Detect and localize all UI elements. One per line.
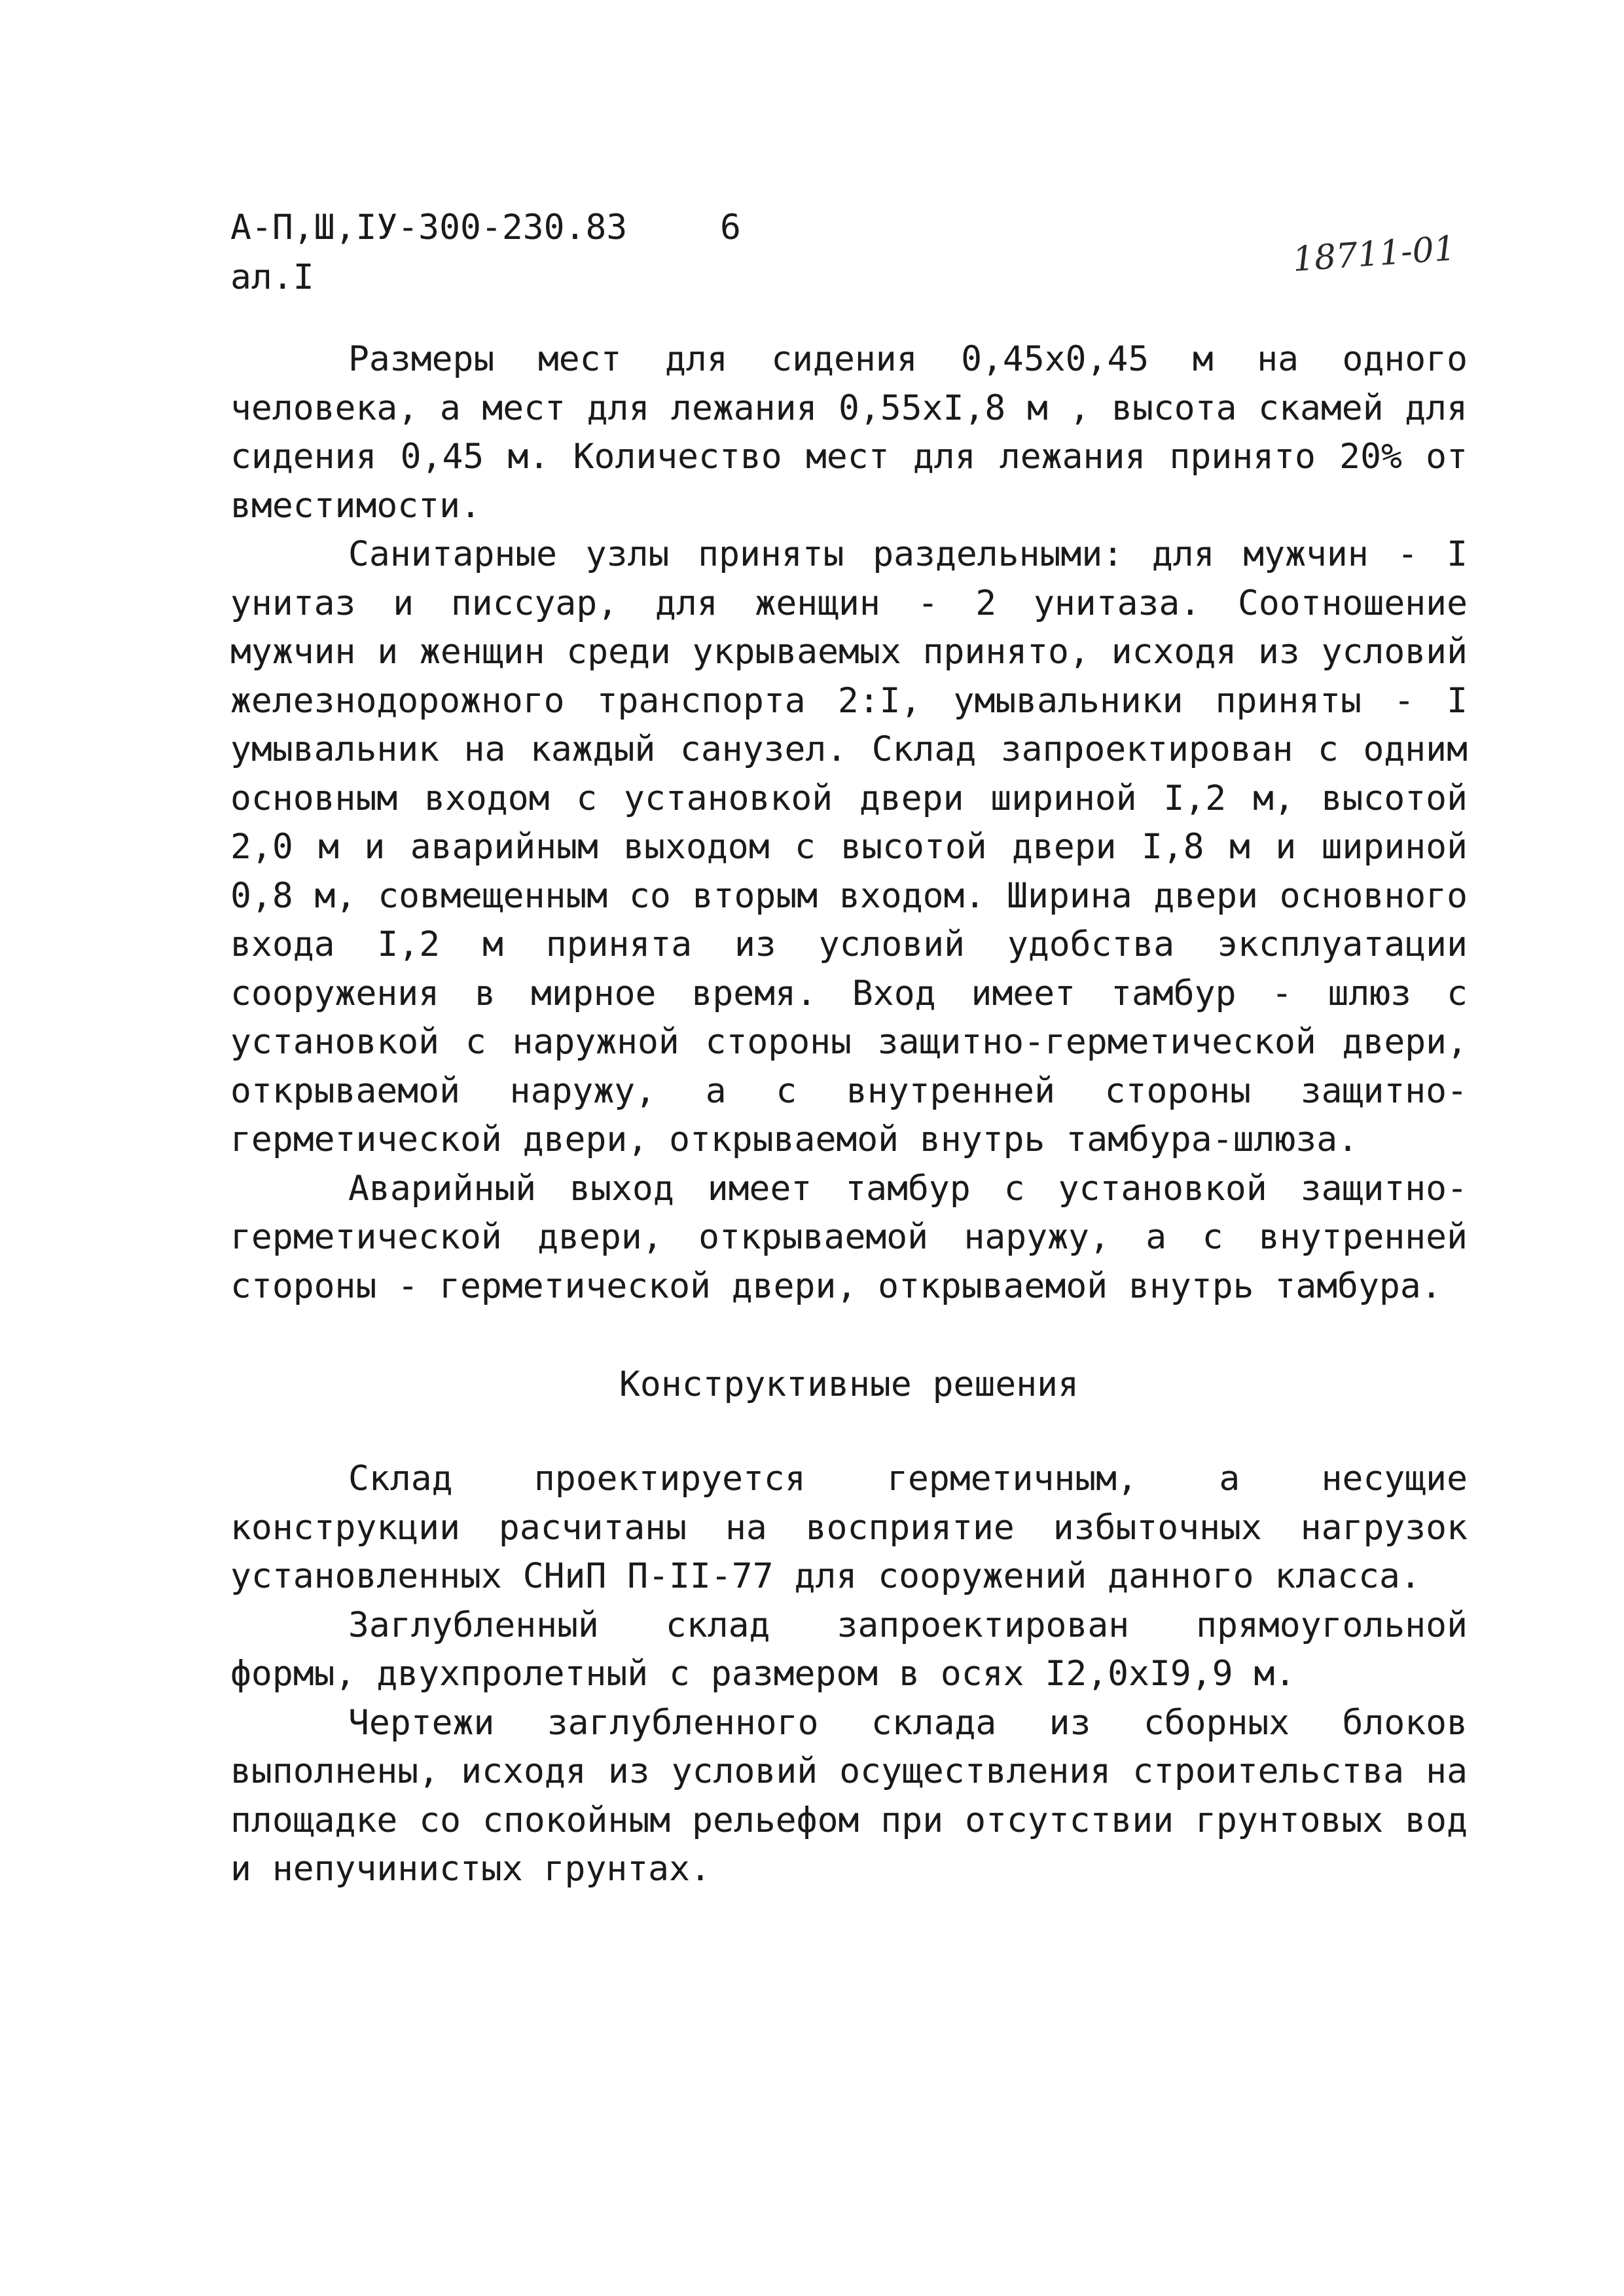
- handwritten-inventory-number: 18711-01: [1291, 228, 1457, 280]
- section-title-structural: Конструктивные решения: [619, 1364, 1079, 1404]
- album-label: ал.I: [230, 257, 314, 297]
- structural-text: [230, 1455, 1468, 1894]
- paragraph-seat-sizes: Размеры мест для сидения 0,45х0,45 м на одного человека, а мест для лежания 0,55хI,8 м , высота скамей для сидения 0,45 м. Количество мест для лежания принято 20% от вместимости.: [230, 339, 1468, 526]
- paragraph-emergency-exit: Аварийный выход имеет тамбур с установкой защитно-герметической двери, открываемой наружу, а с внутренней стороны - герметической двери, открываемой внутрь тамбура.: [230, 1168, 1468, 1306]
- sheet-number: 6: [720, 208, 741, 247]
- paragraph-shape-dimensions: Заглубленный склад запроектирован прямоугольной формы, двухпролетный с размером в осях I2,0хI9,9 м.: [230, 1605, 1468, 1694]
- paragraph-hermetic-design: Склад проектируется герметичным, а несущие конструкции расчитаны на восприятие избыточных нагрузок установленных СНиП П-II-77 для сооружений данного класса.: [230, 1459, 1468, 1596]
- paragraph-sanitary-and-entrances: Санитарные узлы приняты раздельными: для мужчин - I унитаз и писсуар, для женщин - 2 унитаза. Соотношение мужчин и женщин среди укрываемых принято, исходя из условий железнодорожного транспорта 2:I, умывальники приняты - I умывальник на каждый санузел. Склад запроектирован с одним основным входом с установкой двери шириной I,2 м, высотой 2,0 м и аварийным выходом с высотой двери I,8 м и шириной 0,8 м, совмещенным со вторым входом. Ширина двери основного входа I,2 м принята из условий удобства эксплуатации сооружения в мирное время. Вход имеет тамбур - шлюз с установкой с наружной стороны защитно-герметической двери, открываемой наружу, а с внутренней стороны защитно-герметической двери, открываемой внутрь тамбура-шлюза.: [230, 534, 1468, 1159]
- space-planning-text: [230, 335, 1468, 1311]
- document-code: А-П,Ш,IУ-300-230.83: [230, 208, 628, 247]
- paragraph-construction-conditions: Чертежи заглубленного склада из сборных блоков выполнены, исходя из условий осуществления строительства на площадке со спокойным рельефом при отсутствии грунтовых вод и непучинистых грунтах.: [230, 1702, 1468, 1889]
